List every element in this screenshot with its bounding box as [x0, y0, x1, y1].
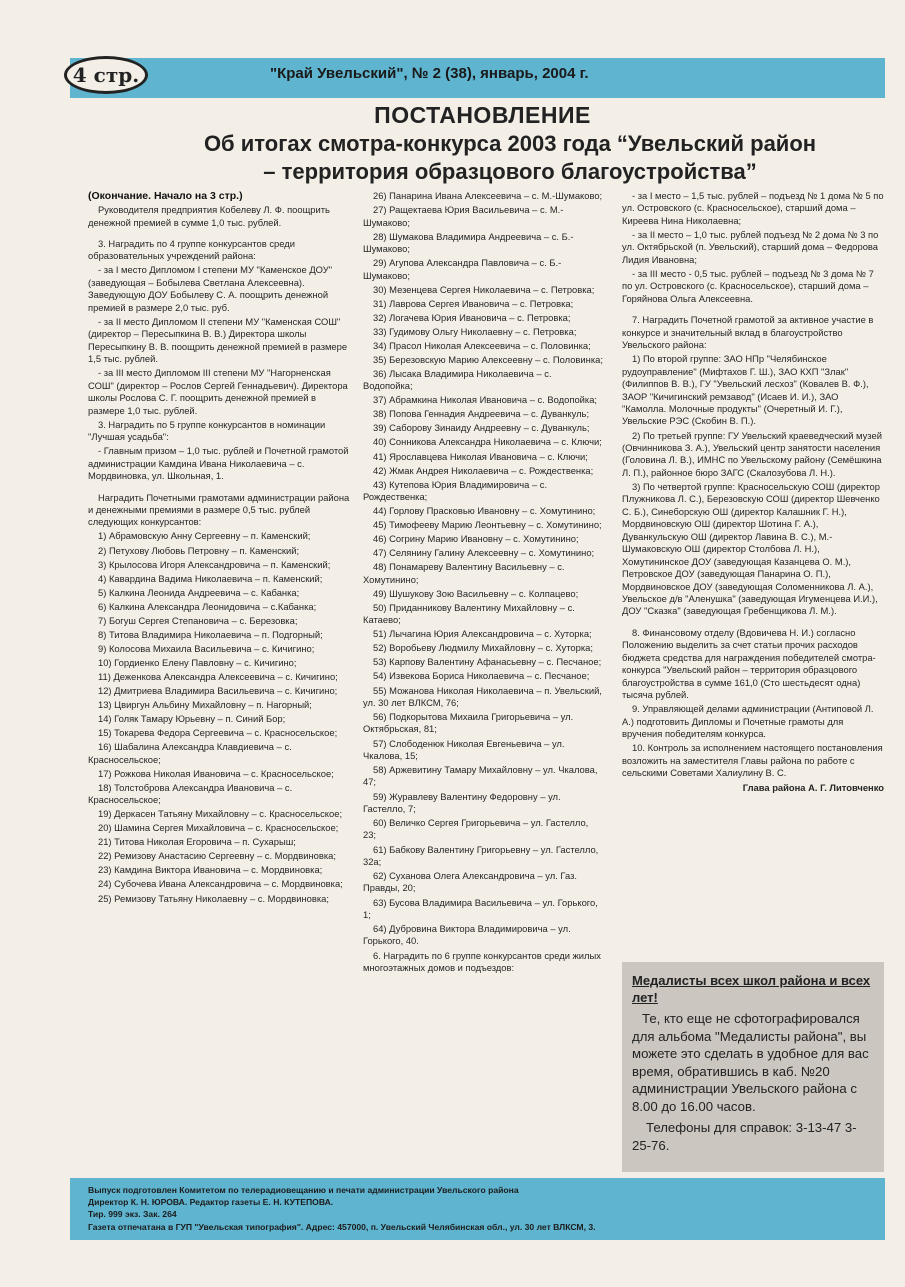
paragraph: - за I место Дипломом I степени МУ "Каменское ДОУ" (заведующая – Бобылева Светлана Алексеевна). Заведующую ДОУ Бобылеву С. А. поощрить денежной премией в размере 2,0 тыс. руб. [88, 264, 333, 313]
paragraph: 55) Можанова Николая Николаевича – п. Увельский, ул. 30 лет ВЛКСМ, 76; [363, 684, 602, 708]
page-number: 4 стр. [64, 56, 148, 94]
paragraph: 40) Сонникова Александра Николаевича – с. Ключи; [373, 436, 602, 448]
masthead: "Край Увельский", № 2 (38), январь, 2004 г. [270, 65, 589, 82]
paragraph: - за I место – 1,5 тыс. рублей – подъезд № 1 дома № 5 по ул. Островского (с. Красносельское), старший дома – Киреева Нина Николаевна; [622, 190, 884, 226]
medalists-announcement-box [622, 962, 884, 1172]
paragraph: 2) По третьей группе: ГУ Увельский краеведческий музей (Овчинникова З. А.), Увельский центр занятости населения (Головина Л. В.), ИМНС по Увельскому району (Семёшкина Л. П.), районное бюро ЗАГС (Скалозубова Л. Н.). [622, 429, 882, 478]
paragraph: 13) Цвиргун Альбину Михайловну – п. Нагорный; [98, 699, 312, 711]
paragraph: 1) Абрамовскую Анну Сергеевну – п. Каменский; [98, 530, 311, 542]
paragraph: 50) Приданникову Валентину Михайловну – с. Катаево; [363, 601, 575, 626]
paragraph: 23) Камдина Виктора Ивановича – с. Мордвиновка; [98, 864, 323, 876]
paragraph: 6) Калкина Александра Леонидовича – с.Кабанка; [98, 600, 317, 612]
paragraph: 64) Дубровина Виктора Владимировича – ул. Горького, 40. [363, 923, 571, 947]
paragraph: 61) Бабкову Валентину Григорьевну – ул. Гастелло, 32а; [363, 843, 599, 867]
paragraph: 17) Рожкова Николая Ивановича – с. Красносельское; [98, 767, 334, 779]
paragraph: 14) Голяк Тамару Юрьевну – п. Синий Бор; [98, 713, 286, 725]
paragraph: 11) Деженкова Александра Алексеевича – с. Кичигино; [98, 670, 338, 682]
paragraph: 3) По четвертой группе: Красносельскую СОШ (директор Плужникова Л. С.), Березовскую СОШ (директор Шевченко С. Б.), Синеборскую ОШ (директор Калашник Г. Н.), Мордвиновскую ОШ (директор Шотина Г. А.), Дуванкульскую ОШ (директор Лавина В. С.), М.-Шумаковскую ОШ (директор Столбова Л. Н.), Хомутининское ДОУ (заведующая Казанцева О. М.), Петровское ДОУ (заведующая Панарина О. П.), Мордвиновское ДОУ (заведующая Соломенникова Л. А.), Увельское д/в "Аленушка" (заведующая Игуменцева И.И.), ДОУ "Сказка" (заведующая Гребенщикова Л. М.). [622, 480, 880, 617]
paragraph: 46) Согрину Марию Ивановну – с. Хомутинино; [373, 533, 579, 545]
footer-line: Тир. 999 экз. Зак. 264 [88, 1209, 177, 1220]
paragraph: 62) Суханова Олега Александровича – ул. Газ. Правды, 20; [363, 870, 577, 894]
paragraph: 36) Лысака Владимира Николаевича – с. Водопойка; [363, 367, 552, 392]
paragraph: 32) Логачева Юрия Ивановича – с. Петровка; [373, 311, 571, 323]
paragraph: 26) Панарина Ивана Алексеевича – с. М.-Шумаково; [373, 190, 603, 201]
paragraph: 3. Наградить по 4 группе конкурсантов среди образовательных учреждений района: [88, 237, 295, 262]
paragraph: 60) Величко Сергея Григорьевича – ул. Гастелло, 23; [363, 817, 589, 841]
signature: Глава района А. Г. Литовченко [742, 781, 884, 793]
paragraph: 16) Шабалина Александра Клавдиевича – с. Красносельское; [88, 741, 292, 765]
paragraph: 33) Гудимову Ольгу Николаевну – с. Петровка; [373, 325, 577, 337]
paragraph: 53) Карпову Валентину Афанасьевну – с. Песчаное; [373, 656, 602, 668]
paragraph: 8. Финансовому отделу (Вдовичева Н. И.) согласно Положению выделить за счет статьи прочих расходов бюджета средства для награждения победителей смотра-конкурса "Увельский район – территория образцового благоустройства в сумме 161,0 (Сто шестьдесят одна) тысяча рублей. [622, 626, 876, 701]
paragraph: 63) Бусова Владимира Васильевича – ул. Горького, 1; [363, 896, 598, 920]
paragraph: 56) Подкорытова Михаила Григорьевича – ул. Октябрьская, 81; [363, 711, 574, 735]
paragraph: 3) Крылосова Игоря Александровича – п. Каменский; [98, 558, 331, 570]
paragraph: 54) Извекова Бориса Николаевича – с. Песчаное; [373, 670, 590, 682]
paragraph: - за III место - 0,5 тыс. рублей – подъезд № 3 дома № 7 по ул. Островского (с. Красносельское), старший дома – Горяйнова Ольга Алексеевна. [622, 267, 874, 304]
paragraph: 7. Наградить Почетной грамотой за активное участие в конкурсе и значительный вклад в благоустройство Увельского района: [622, 314, 874, 351]
paragraph: 9) Колосова Михаила Васильевича – с. Кичигино; [98, 642, 315, 654]
article-title [150, 130, 870, 186]
paragraph: 2) Петухову Любовь Петровну – п. Каменский; [98, 544, 300, 556]
paragraph: 8) Титова Владимира Николаевича – п. Подгорный; [98, 628, 323, 640]
paragraph: 43) Кутепова Юрия Владимировича – с. Рождественка; [363, 478, 548, 503]
paragraph: 21) Титова Николая Егоровича – п. Сухарыш; [98, 836, 296, 848]
paragraph: 41) Ярославцева Николая Ивановича – с. Ключи; [373, 450, 588, 462]
paragraph: 45) Тимофееву Марию Леонтьевну – с. Хомутинино; [373, 519, 602, 531]
paragraph: 38) Попова Геннадия Андреевича – с. Дуванкуль; [373, 408, 590, 420]
imprint-footer [70, 1178, 885, 1240]
paragraph: 48) Понамареву Валентину Васильевну – с. Хомутинино; [363, 561, 565, 585]
paragraph: 5) Калкина Леонида Андреевича – с. Кабанка; [98, 586, 300, 598]
paragraph: 59) Журавлеву Валентину Федоровну – ул. Гастелло, 7; [363, 790, 561, 814]
paragraph: 15) Токарева Федора Сергеевича – с. Красносельское; [98, 727, 338, 739]
medalists-title: Медалисты всех школ района и всех лет! [632, 973, 871, 1005]
paragraph: 10) Гордиенко Елену Павловну – с. Кичигино; [98, 656, 297, 668]
paragraph: 9. Управляющей делами администрации (Антиповой Л. А.) подготовить Дипломы и Почетные грамоты для вручения победителям конкурса. [622, 703, 874, 740]
paragraph: 44) Горлову Прасковью Ивановну – с. Хомутинино; [373, 505, 596, 517]
paragraph: - за II место Дипломом II степени МУ "Каменская СОШ" (директор – Пересыпкина В. В.) Директора школы Пересыпкину В. В. поощрить денежной премией в размере 1,5 тыс. рублей. [88, 315, 348, 365]
paragraph: 18) Толстоброва Александра Ивановича – с. Красносельское; [88, 781, 293, 806]
paragraph: 57) Слободенюк Николая Евгеньевича – ул. Чкалова, 15; [363, 737, 565, 761]
paragraph: - Главным призом – 1,0 тыс. рублей и Почетной грамотой администрации Камдина Ивана Николаевича – с. Мордвиновка, ул. Школьная, 1. [88, 445, 349, 482]
paragraph: 49) Шушукову Зою Васильевну – с. Колпацево; [373, 587, 579, 599]
paragraph: - за II место – 1,0 тыс. рублей подъезд № 2 дома № 3 по ул. Октябрьской (п. Увельский), старший дома – Федорова Лидия Ивановна; [622, 228, 879, 265]
paragraph: 58) Аржевитину Тамару Михайловну – ул. Чкалова, 47; [363, 764, 598, 788]
paragraph: - за III место Дипломом III степени МУ "Нагорненская СОШ" (директор – Рослов Сергей Геннадьевич). Директора школы Рослова С. Г. поощрить денежной премией в размере 1,0 тыс. рублей. [88, 367, 348, 416]
footer-line: Газета отпечатана в ГУП "Увельская типография". Адрес: 457000, п. Увельский Челябинская обл., ул. 30 лет ВЛКСМ, 3. [88, 1221, 596, 1232]
paragraph: Наградить Почетными грамотами администрации района и денежными премиями в размере 0,5 тыс. рублей следующих конкурсантов: [88, 491, 350, 528]
paragraph: 25) Ремизову Татьяну Николаевну – с. Мордвиновка; [98, 892, 329, 904]
paragraph: 52) Воробьеву Людмилу Михайловну – с. Хуторка; [373, 642, 593, 654]
column-2 [363, 190, 603, 976]
footer-line: Директор К. Н. ЮРОВА. Редактор газеты Е. Н. КУТЕПОВА. [88, 1197, 334, 1208]
paragraph: 31) Лаврова Сергея Ивановича – с. Петровка; [373, 297, 574, 309]
paragraph: 35) Березовскую Марию Алексеевну – с. Половинка; [373, 353, 603, 365]
paragraph: 24) Субочева Ивана Александровича – с. Мордвиновка; [98, 878, 343, 890]
paragraph: 22) Ремизову Анастасию Сергеевну – с. Мордвиновка; [98, 850, 336, 862]
paragraph: 20) Шамина Сергея Михайловича – с. Красносельское; [98, 822, 339, 834]
paragraph: 27) Ращектаева Юрия Васильевича – с. М.-Шумаково; [363, 204, 564, 228]
paragraph: 39) Саборову Зинаиду Андреевну – с. Дуванкуль; [373, 422, 590, 434]
article-title-line1: Об итогах смотра-конкурса 2003 года “Увельский район [203, 131, 817, 156]
paragraph: 1) По второй группе: ЗАО НПр "Челябинское рудоуправление" (Мифтахов Г. Ш.), ЗАО КХП "Злак" (Филиппов В. В.), ГУ "Увельский лесхоз" (Ковалев В. Ф.), ЗАОР "Кичигинский ремзавод" (Исаев И. И.), ЗАО "Камолла. Молочные продукты" (Очеретный И. Г.), Увельские РЭС (Скобин В. П.). [622, 353, 869, 427]
paragraph: 12) Дмитриева Владимира Васильевича – с. Кичигино; [98, 685, 338, 696]
medalists-body: Те, кто еще не сфотографировался для альбома "Медалисты района", вы можете это сделать в удобное для вас время, обратившись в каб. №20 администрации Увельского района с 8.00 до 16.00 часов. [632, 1011, 869, 1114]
paragraph: 34) Прасол Николая Алексеевича – с. Половинка; [373, 339, 591, 351]
paragraph: 30) Мезенцева Сергея Николаевича – с. Петровка; [373, 283, 595, 295]
paragraph: 4) Кавардина Вадима Николаевича – п. Каменский; [98, 572, 323, 584]
paragraph: 28) Шумакова Владимира Андреевича – с. Б.-Шумаково; [363, 230, 574, 254]
article-title-line2: – территория образцового благоустройства” [263, 159, 757, 184]
paragraph: 3. Наградить по 5 группе конкурсантов в номинации "Лучшая усадьба": [88, 418, 326, 443]
paragraph: 19) Деркасен Татьяну Михайловну – с. Красносельское; [98, 808, 343, 820]
paragraph: 47) Селянину Галину Алексеевну – с. Хомутинино; [373, 547, 595, 559]
paragraph: 51) Лычагина Юрия Александровича – с. Хуторка; [373, 628, 592, 640]
paragraph: 37) Абрамкина Николая Ивановича – с. Водопойка; [373, 394, 598, 406]
paragraph: 42) Жмак Андрея Николаевича – с. Рождественка; [373, 464, 594, 476]
paragraph: 6. Наградить по 6 группе конкурсантов среди жилых многоэтажных домов и подъездов: [363, 949, 601, 973]
column-3 [622, 190, 884, 794]
column-1 [88, 190, 350, 907]
paragraph: Руководителя предприятия Кобелеву Л. Ф. поощрить денежной премией в сумме 1,0 тыс. рублей. [88, 204, 330, 228]
article-heading: ПОСТАНОВЛЕНИЕ [374, 102, 591, 128]
paragraph: 10. Контроль за исполнением настоящего постановления возложить на заместителя Главы района по работе с сельскими Советами Халиулину В. С. [622, 742, 883, 779]
paragraph: 29) Агупова Александра Павловича – с. Б.-Шумаково; [363, 257, 562, 281]
paragraph: 7) Богуш Сергея Степановича – с. Березовка; [98, 614, 298, 626]
medalists-phones: Телефоны для справок: 3-13-47 3-25-76. [632, 1120, 857, 1153]
continuation-note: (Окончание. Начало на 3 стр.) [88, 190, 243, 202]
footer-line: Выпуск подготовлен Комитетом по телерадиовещанию и печати администрации Увельского района [88, 1185, 519, 1195]
